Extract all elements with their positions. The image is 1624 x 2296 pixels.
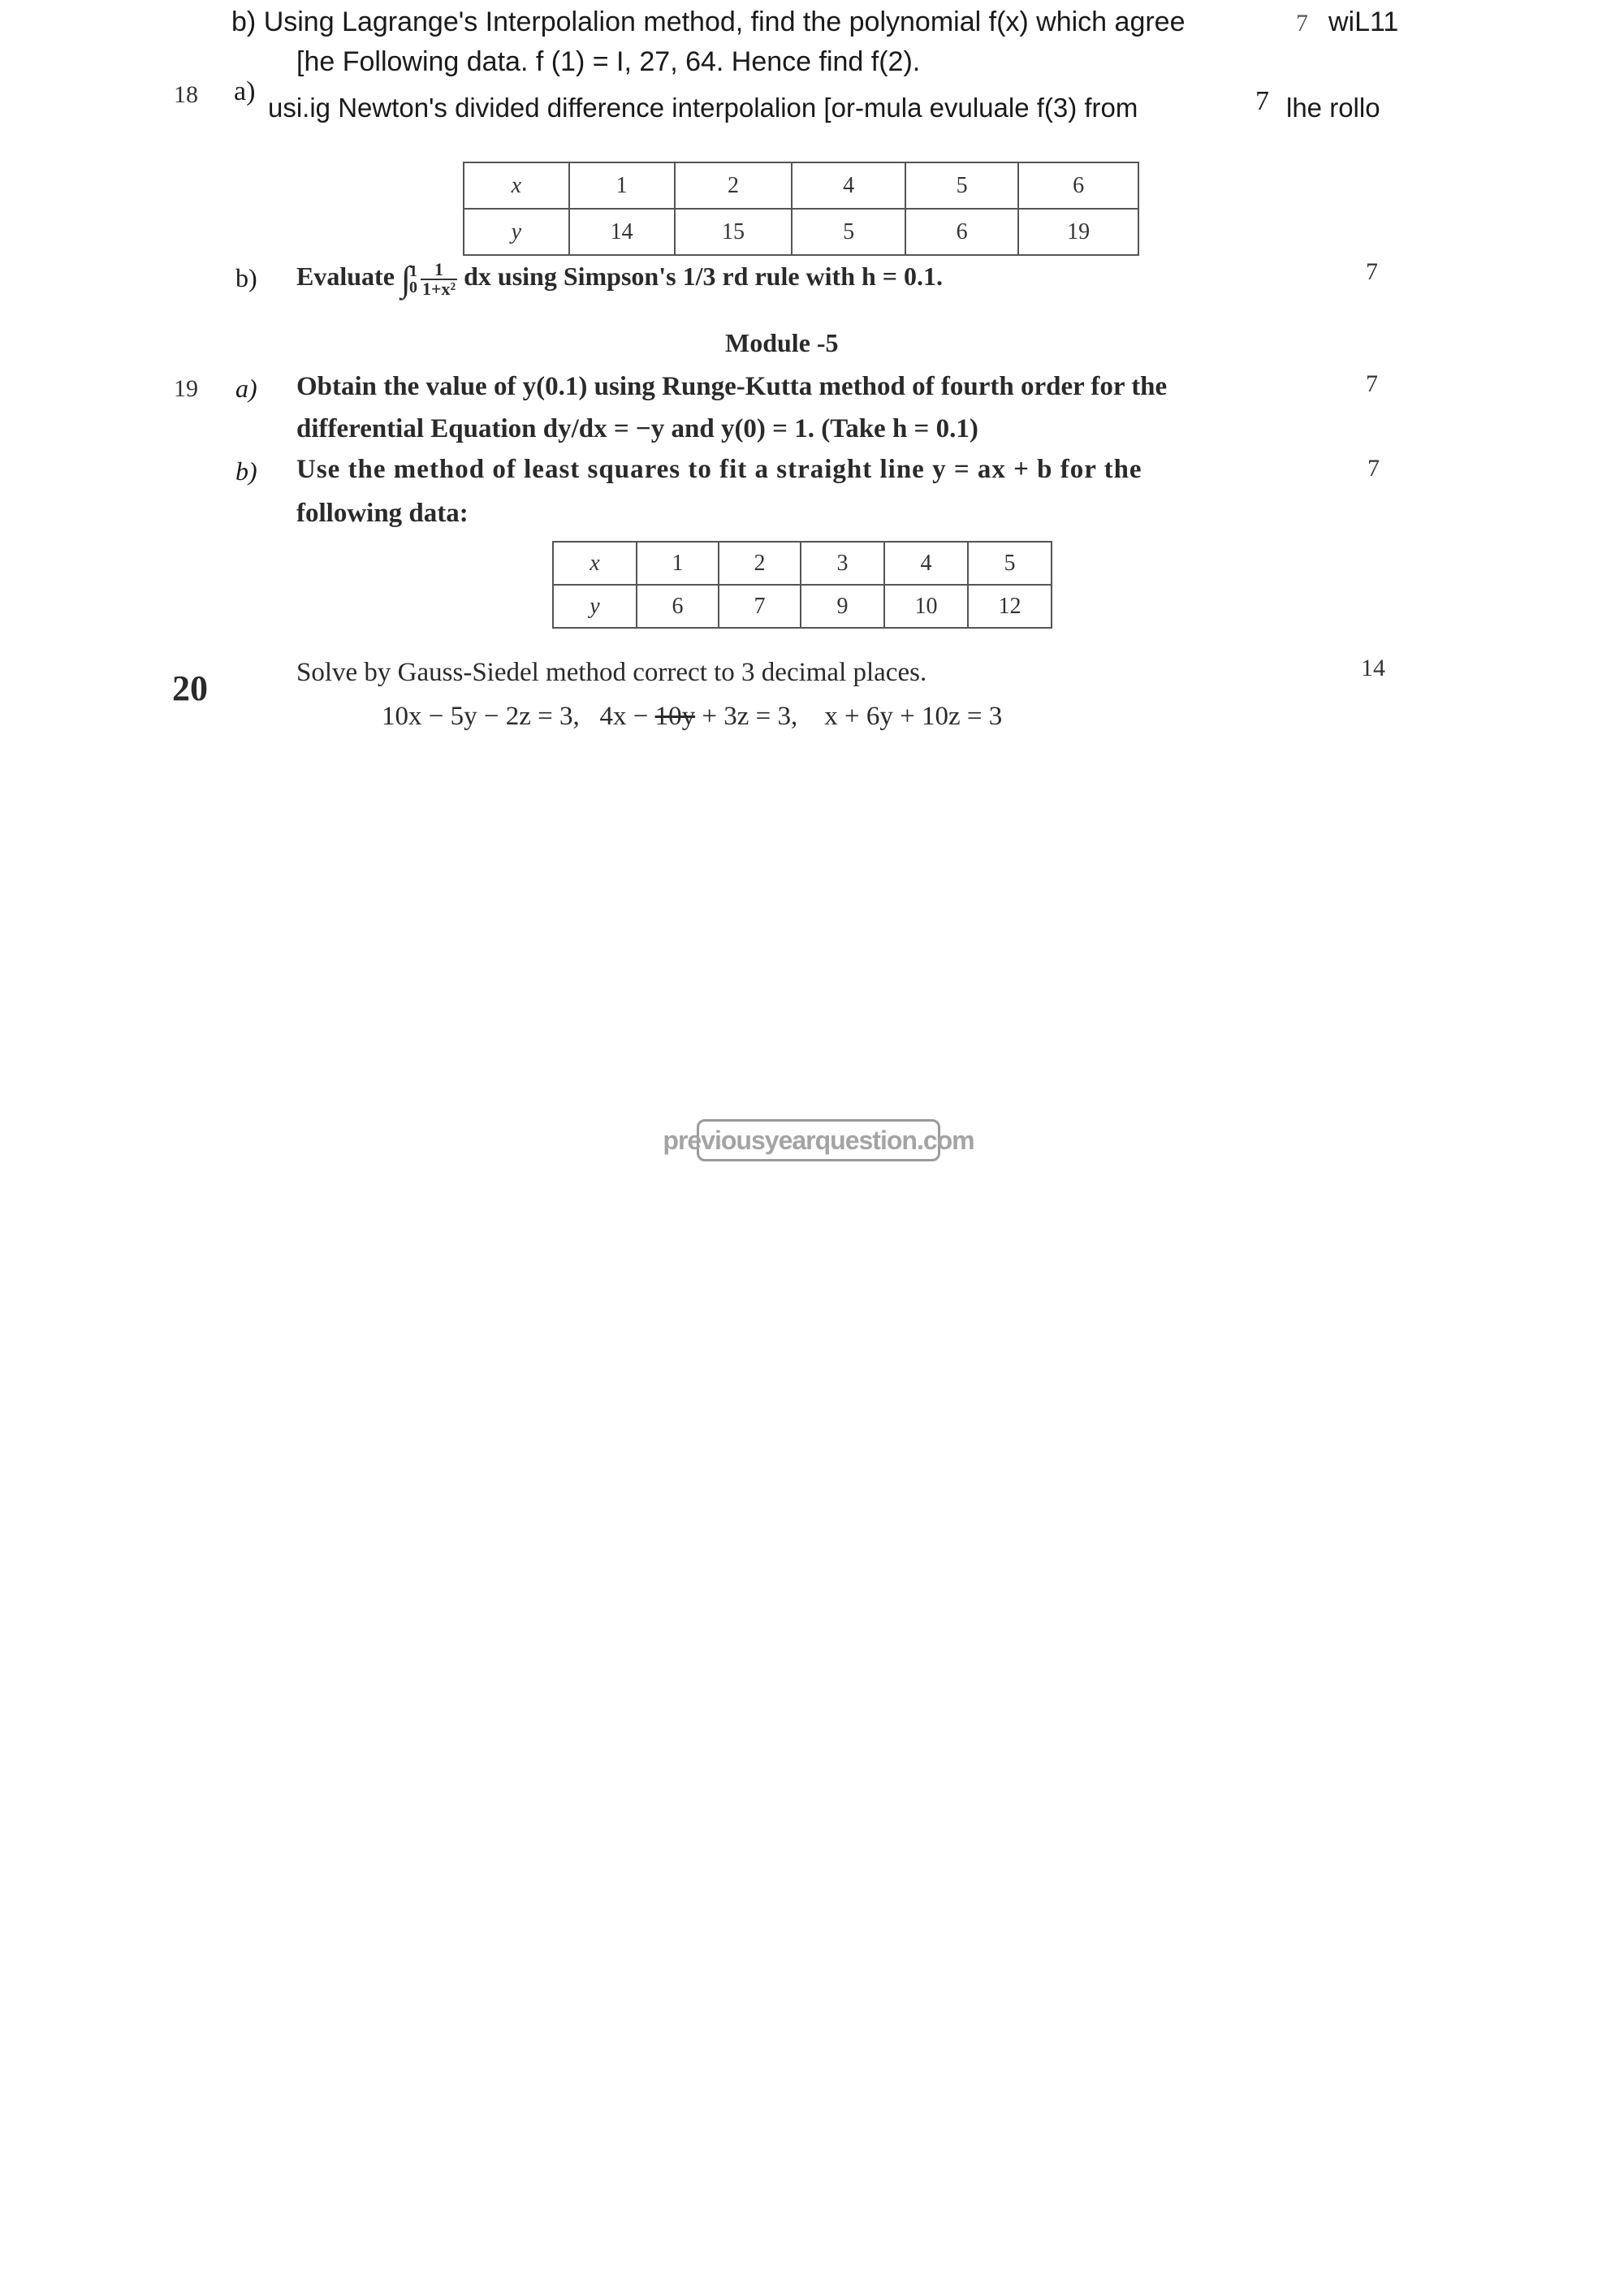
table-cell: 6 [637,585,719,628]
table-cell: 6 [905,209,1019,255]
q19a-line1: Obtain the value of y(0.1) using Runge-Kutta method of fourth order for the [296,372,1168,401]
table-cell: x [464,162,569,209]
q18b-marks: 7 [1366,258,1378,285]
integral-upper-limit: 1 [408,262,417,280]
integral-sign: ∫ [400,259,411,299]
q18a-marks: 7 [1255,86,1269,116]
q19a-marks: 7 [1366,370,1378,397]
equation-2-start: 4x − [599,702,655,731]
table-row [553,585,1052,628]
q19b-label: b) [235,456,257,486]
q18b-text-pre: Evaluate [296,261,395,291]
table-cell: 9 [801,585,884,628]
table-cell: 10 [884,585,968,628]
q17b-tail: wiL11 [1328,6,1399,37]
watermark-badge [663,1119,974,1161]
q18b-label: b) [235,263,257,292]
q20-text: Solve by Gauss-Siedel method correct to 3 decimal places. [296,658,927,687]
integral-lower-limit: 0 [408,278,417,296]
q19-data-table [552,541,1052,629]
integrand-fraction [421,258,457,299]
q17b-marks: 7 [1296,10,1308,37]
table-cell: 6 [1018,162,1138,209]
table-cell: 5 [905,162,1019,209]
table-cell: y [553,585,637,628]
q19a-label: a) [235,374,257,403]
table-cell: 5 [792,209,905,255]
q18a-text: usi.ig Newton's divided difference interpolalion [or-mula evuluale f(3) from [268,93,1138,123]
q19b-line2: following data: [296,499,469,528]
module-heading: Module -5 [725,328,839,357]
table-cell: 2 [675,162,793,209]
q18a-label: a) [234,76,256,106]
q20-marks: 14 [1361,655,1385,681]
table-cell: 12 [968,585,1052,628]
q18a-tail: lhe rollo [1286,93,1380,123]
table-row [553,542,1052,585]
q20-number: 20 [172,668,208,708]
table-cell: 2 [719,542,801,585]
q17b-text: Using Lagrange's Interpolalion method, find the polynomial f(x) which agree [263,6,1186,37]
table-cell: 15 [675,209,793,255]
equation-2-end: + 3z = 3, [695,702,798,731]
q17b-line1 [231,6,1186,38]
q20-equations [382,702,1002,732]
equation-2 [599,702,797,731]
table-row [464,209,1138,255]
table-cell: y [464,209,569,255]
table-cell: 19 [1018,209,1138,255]
integral-limits [409,263,417,296]
q18-number: 18 [174,81,198,108]
q19a-line2: differential Equation dy/dx = −y and y(0) = 1. (Take h = 0.1) [296,414,978,443]
fraction-denominator: 1+x² [421,278,456,299]
table-cell: 14 [569,209,675,255]
equation-2-struck: 10y [654,702,696,731]
table-cell: 7 [719,585,801,628]
q18-data-table [463,162,1139,256]
table-cell: 1 [569,162,675,209]
table-row [464,162,1138,209]
q17b-label: b) [231,6,257,37]
fraction-numerator: 1 [421,261,457,280]
equation-3: x + 6y + 10z = 3 [824,702,1003,731]
q19b-line1: Use the method of least squares to fit a straight line y = ax + b for the [296,455,1142,484]
q19b-marks: 7 [1367,455,1380,482]
q18b-text [296,258,943,300]
watermark-text: previousyearquestion.com [663,1125,974,1155]
equation-1: 10x − 5y − 2z = 3, [382,702,580,731]
table-cell: 3 [801,542,884,585]
table-cell: 1 [637,542,719,585]
q19-number: 19 [174,375,198,402]
q17b-line2: [he Following data. f (1) = I, 27, 64. Hence find f(2). [296,46,921,77]
table-cell: 4 [792,162,905,209]
table-cell: 5 [968,542,1052,585]
table-cell: x [553,542,637,585]
q18b-text-post: dx using Simpson's 1/3 rd rule with h = 0.1. [464,261,944,291]
table-cell: 4 [884,542,968,585]
